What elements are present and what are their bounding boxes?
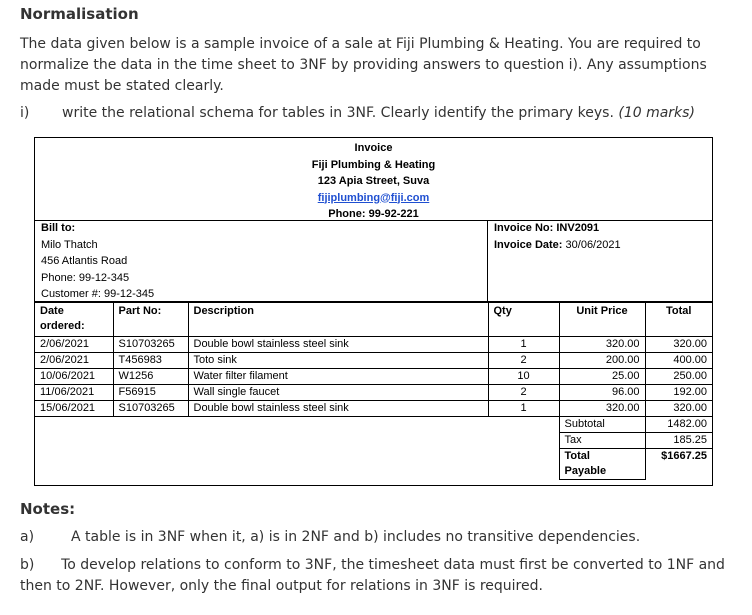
row-total: 320.00	[645, 337, 712, 353]
invoice-date-label: Invoice Date:	[494, 238, 563, 251]
note-b-text: To develop relations to conform to 3NF, the timesheet data must first be converted to 1NF and then to 2NF. However, only the final output for relations in 3NF is required.	[20, 557, 725, 594]
row-qty: 2	[488, 385, 559, 401]
total-row	[35, 449, 712, 480]
customer-address: 456 Atlantis Road	[41, 255, 128, 267]
note-a-text: A table is in 3NF when it, a) is in 2NF and b) includes no transitive dependencies.	[71, 529, 641, 545]
subtotal-row	[35, 417, 712, 433]
col-qty: Qty	[488, 303, 559, 337]
note-a-label: a)	[20, 529, 35, 545]
row-part-no: W1256	[113, 369, 188, 385]
customer-number: Customer #: 99-12-345	[41, 288, 155, 300]
row-part-no: S10703265	[113, 337, 188, 353]
row-qty: 10	[488, 369, 559, 385]
intro-paragraph: The data given below is a sample invoice of a sale at Fiji Plumbing & Heating. You are required to normalize the data in the time sheet to 3NF by providing answers to question i). Any assumptions made must be stated clearly.	[20, 36, 707, 94]
company-address: 123 Apia Street, Suva	[317, 175, 430, 187]
invoice-no-label: Invoice No:	[494, 222, 554, 234]
row-description: Double bowl stainless steel sink	[188, 401, 488, 417]
col-total: Total	[645, 303, 712, 337]
row-description: Double bowl stainless steel sink	[188, 337, 488, 353]
col-date-ordered: Date ordered:	[35, 303, 113, 337]
col-description: Description	[188, 303, 488, 337]
row-part-no: T456983	[113, 353, 188, 369]
note-b	[20, 555, 735, 597]
row-unit-price: 96.00	[559, 385, 645, 401]
bill-to-section	[35, 220, 488, 302]
invoice-header	[35, 138, 712, 221]
company-name: Fiji Plumbing & Heating	[311, 158, 436, 171]
row-total: 320.00	[645, 401, 712, 417]
table-row	[35, 369, 712, 385]
company-email-link[interactable]: fijiplumbing@fiji.com	[317, 191, 430, 204]
subtotal-label: Subtotal	[559, 417, 645, 433]
section-heading: Normalisation	[20, 5, 139, 23]
row-unit-price: 200.00	[559, 353, 645, 369]
tax-row	[35, 433, 712, 449]
total-payable-label: Total Payable	[559, 449, 645, 480]
tax-value: 185.25	[645, 433, 712, 449]
table-row	[35, 353, 712, 369]
notes-heading: Notes:	[20, 500, 76, 518]
row-date: 10/06/2021	[35, 369, 113, 385]
row-description: Water filter filament	[188, 369, 488, 385]
customer-name: Milo Thatch	[41, 238, 98, 251]
total-payable-value: $1667.25	[645, 449, 712, 480]
bill-to-label: Bill to:	[41, 222, 76, 234]
company-phone: Phone: 99-92-221	[328, 208, 419, 220]
customer-phone: Phone: 99-12-345	[41, 271, 130, 284]
table-row	[35, 385, 712, 401]
row-part-no: F56915	[113, 385, 188, 401]
col-part-no: Part No:	[113, 303, 188, 337]
row-total: 400.00	[645, 353, 712, 369]
row-unit-price: 320.00	[559, 401, 645, 417]
row-date: 2/06/2021	[35, 337, 113, 353]
question-text: write the relational schema for tables in 3NF. Clearly identify the primary keys. (10 marks)	[62, 105, 695, 121]
row-part-no: S10703265	[113, 401, 188, 417]
tax-label: Tax	[559, 433, 645, 449]
table-row	[35, 337, 712, 353]
invoice-info	[488, 220, 712, 302]
row-date: 15/06/2021	[35, 401, 113, 417]
subtotal-value: 1482.00	[645, 417, 712, 433]
invoice	[34, 137, 713, 486]
invoice-date: 30/06/2021	[565, 238, 621, 251]
row-unit-price: 25.00	[559, 369, 645, 385]
question-number: i)	[20, 105, 30, 121]
row-qty: 1	[488, 401, 559, 417]
row-qty: 2	[488, 353, 559, 369]
row-total: 192.00	[645, 385, 712, 401]
row-date: 2/06/2021	[35, 353, 113, 369]
row-total: 250.00	[645, 369, 712, 385]
row-date: 11/06/2021	[35, 385, 113, 401]
table-row	[35, 401, 712, 417]
table-header-row	[35, 303, 712, 337]
invoice-title: Invoice	[354, 142, 393, 154]
question-marks: (10 marks)	[618, 105, 695, 121]
line-items-table	[35, 302, 712, 480]
col-unit-price: Unit Price	[559, 303, 645, 337]
note-b-label: b)	[20, 557, 35, 573]
row-unit-price: 320.00	[559, 337, 645, 353]
row-description: Wall single faucet	[188, 385, 488, 401]
row-description: Toto sink	[188, 353, 488, 369]
invoice-no: INV2091	[556, 222, 600, 234]
row-qty: 1	[488, 337, 559, 353]
